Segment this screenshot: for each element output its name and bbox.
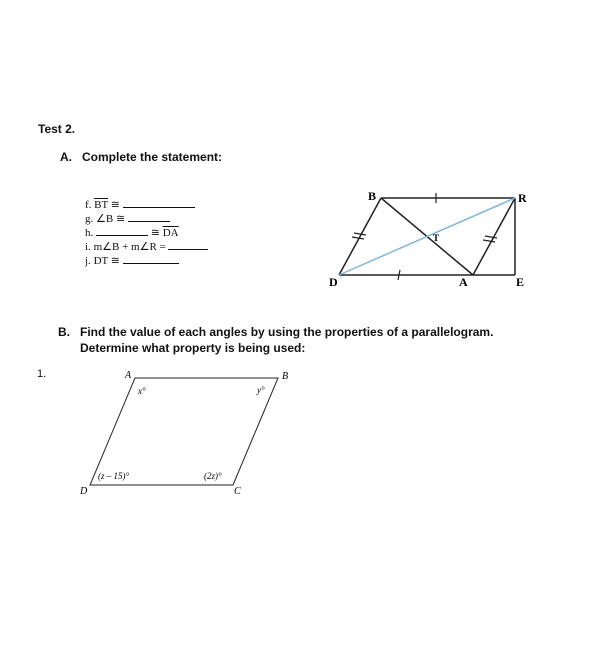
statement-text: ∠B ≅: [93, 213, 128, 225]
vertex-label-B: B: [368, 189, 377, 203]
figure2-parallelogram: [79, 370, 288, 497]
point-label-T: T: [433, 233, 440, 243]
statement-label: g.: [85, 213, 94, 225]
section-b-heading: [58, 324, 493, 356]
angle-label-C: (2z)°: [204, 471, 222, 481]
congruent-symbol: ≅: [148, 227, 163, 239]
angle-label-D: (z – 15)°: [98, 471, 130, 481]
statement-text: m∠B + m∠R =: [90, 241, 169, 253]
segment-label: $\overline{DA}$: [162, 227, 179, 239]
tick-mark-RA-1: [485, 236, 497, 238]
angle-label-B: y°: [257, 385, 265, 395]
angle-label-A: x°: [138, 386, 146, 396]
section-b-label: B.: [58, 325, 70, 339]
vertex-label-A: A: [459, 275, 468, 289]
section-a-label: A.: [60, 150, 72, 164]
statement-label: i.: [85, 241, 91, 253]
vertex-label-D: D: [80, 486, 88, 497]
section-a-text: Complete the statement:: [82, 150, 223, 164]
statement-label: f.: [85, 199, 92, 211]
tick-mark-RA-2: [483, 240, 495, 242]
vertex-label-B: B: [282, 371, 289, 382]
section-b-line1: Find the value of each angles by using the properties of a parallelogram.: [80, 325, 494, 339]
vertex-label-D: D: [329, 275, 338, 289]
vertex-label-R: R: [518, 191, 527, 205]
problem-number: 1.: [37, 368, 47, 380]
tick-mark-DB-1: [354, 233, 366, 235]
vertex-label-E: E: [516, 275, 525, 289]
test-title: Test 2.: [38, 122, 76, 136]
figure1-parallelogram: [329, 189, 527, 289]
statement-label: h.: [85, 227, 94, 239]
section-b-line2: Determine what property is being used:: [80, 341, 306, 355]
segment-DB: [339, 198, 381, 275]
parallelogram-ABCD: [90, 378, 278, 485]
segment-label: $\overline{BT}$: [94, 199, 109, 211]
statement-text: DT ≅: [90, 255, 123, 267]
vertex-label-C: C: [234, 486, 241, 497]
statement-label: j.: [85, 255, 91, 267]
statement-text: ≅: [108, 199, 123, 211]
vertex-label-A: A: [125, 370, 132, 381]
segment-RA: [473, 198, 515, 275]
